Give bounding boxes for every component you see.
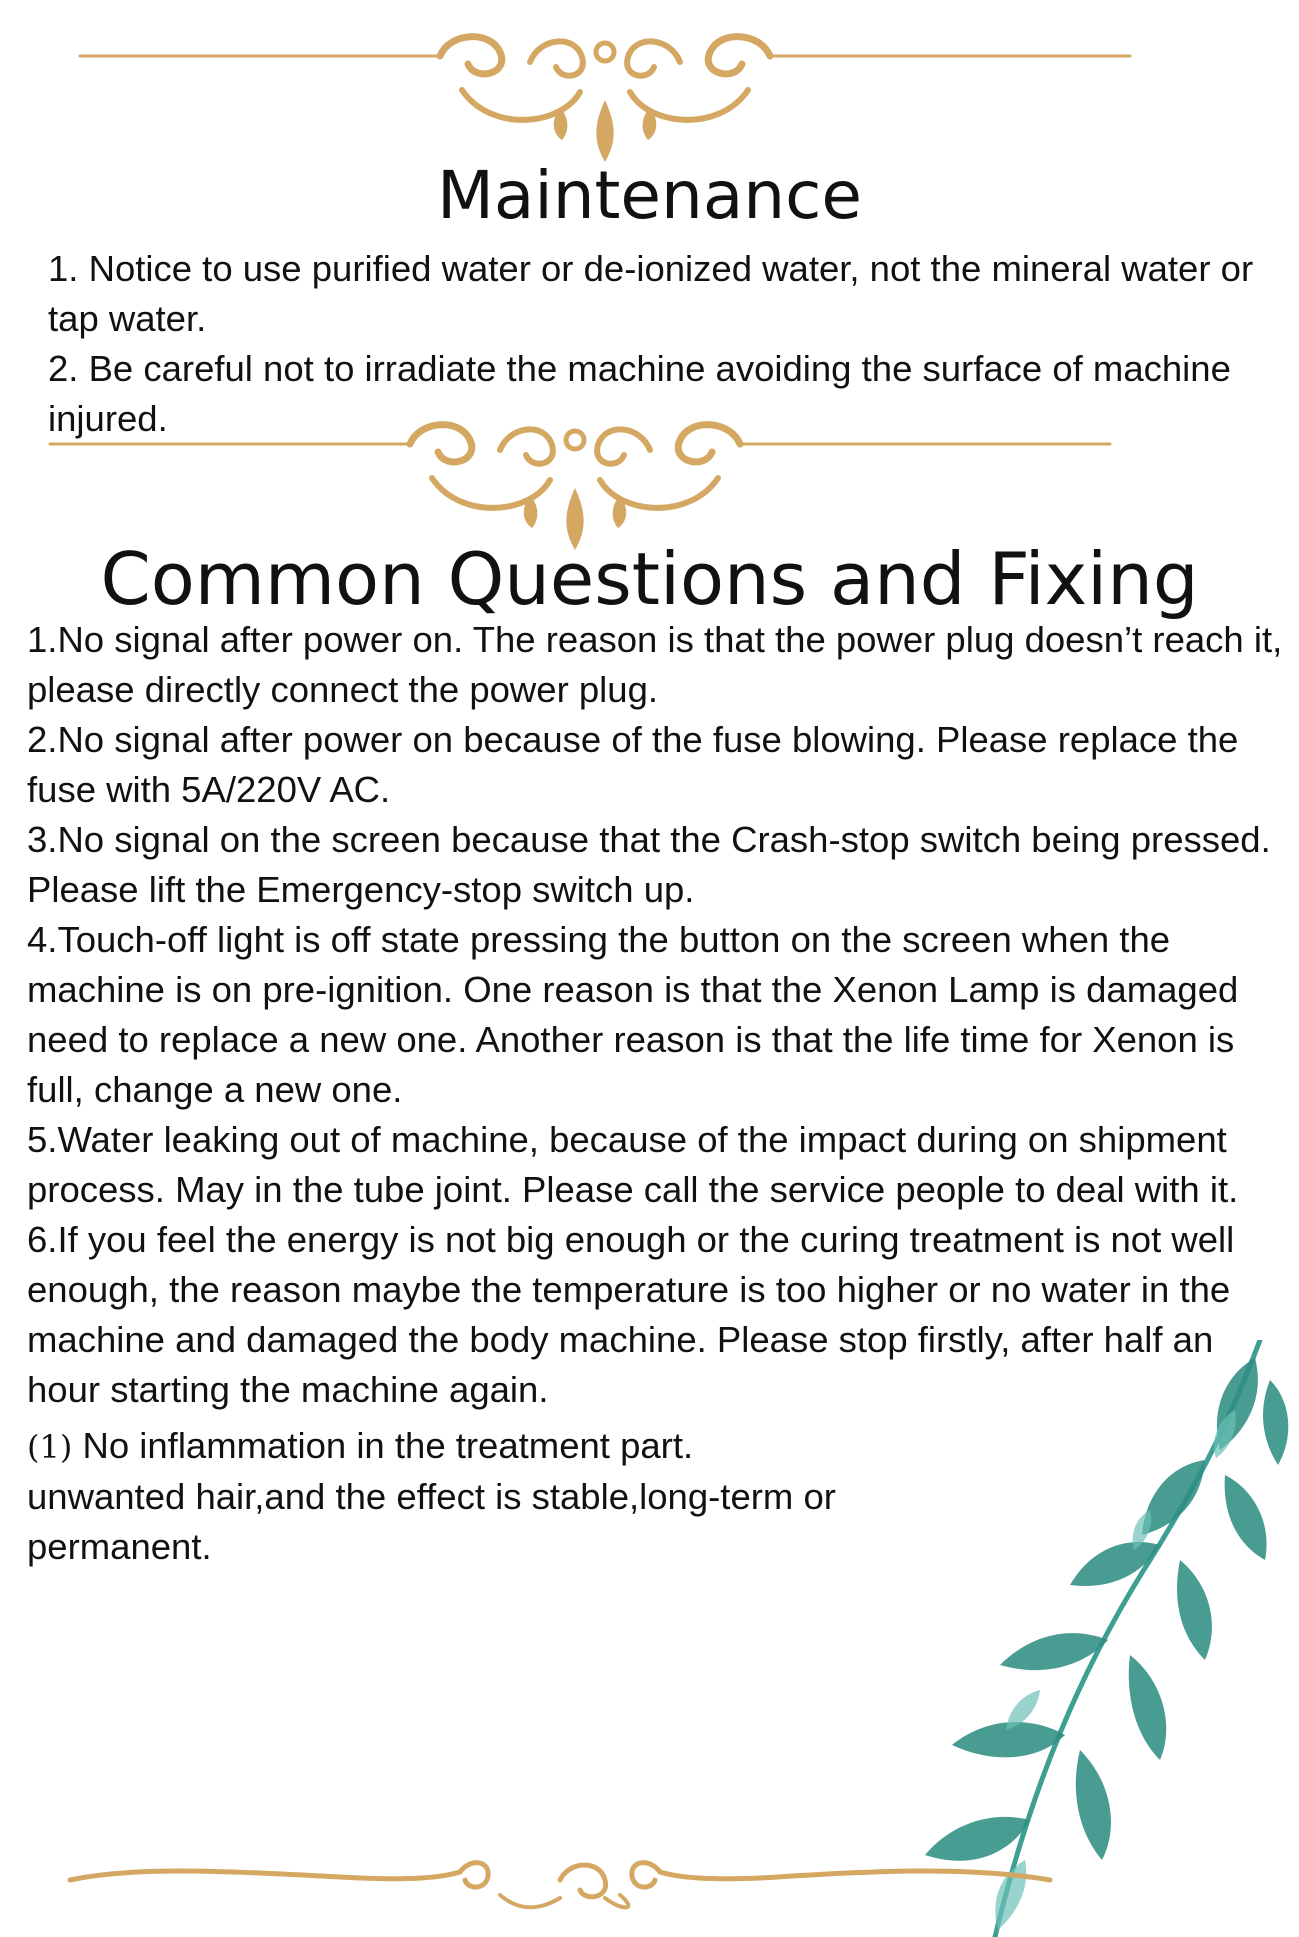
extra-line-1: unwanted hair,and the effect is stable,long-term or: [27, 1476, 836, 1517]
extra-line-2: permanent.: [27, 1526, 212, 1567]
note-text: No inflammation in the treatment part.: [72, 1425, 694, 1466]
note-marker: (1): [27, 1428, 73, 1466]
top-ornament: [70, 22, 1140, 172]
question-item-3: 3.No signal on the screen because that the Crash-stop switch being pressed. Please lift the Emergency-stop switch up.: [27, 819, 1271, 910]
maintenance-item-1: 1. Notice to use purified water or de-ionized water, not the mineral water or tap water.: [48, 248, 1254, 339]
question-item-2: 2.No signal after power on because of the fuse blowing. Please replace the fuse with 5A/220V AC.: [27, 719, 1239, 810]
question-item-6: 6.If you feel the energy is not big enough or the curing treatment is not well enough, the reason maybe the temperature is too higher or no water in the machine and damaged the body machine. Please stop firstly, after half an hour starting the machine again.: [27, 1219, 1235, 1410]
question-item-5: 5.Water leaking out of machine, because of the impact during on shipment process. May in the tube joint. Please call the service people to deal with it.: [27, 1119, 1239, 1210]
question-item-1: 1.No signal after power on. The reason is that the power plug doesn’t reach it, please directly connect the power plug.: [27, 619, 1283, 710]
maintenance-title: Maintenance: [436, 157, 863, 234]
leaf-branch-illustration: [880, 1340, 1299, 1937]
bottom-ornament: [60, 1850, 1060, 1930]
questions-title: Common Questions and Fixing: [100, 537, 1199, 621]
question-item-4: 4.Touch-off light is off state pressing the button on the screen when the machine is on pre-ignition. One reason is that the Xenon Lamp is damaged need to replace a new one. Another reason is that the life time for Xenon is full, change a new one.: [27, 919, 1239, 1110]
maintenance-item-2: 2. Be careful not to irradiate the machine avoiding the surface of machine injured.: [48, 348, 1231, 439]
